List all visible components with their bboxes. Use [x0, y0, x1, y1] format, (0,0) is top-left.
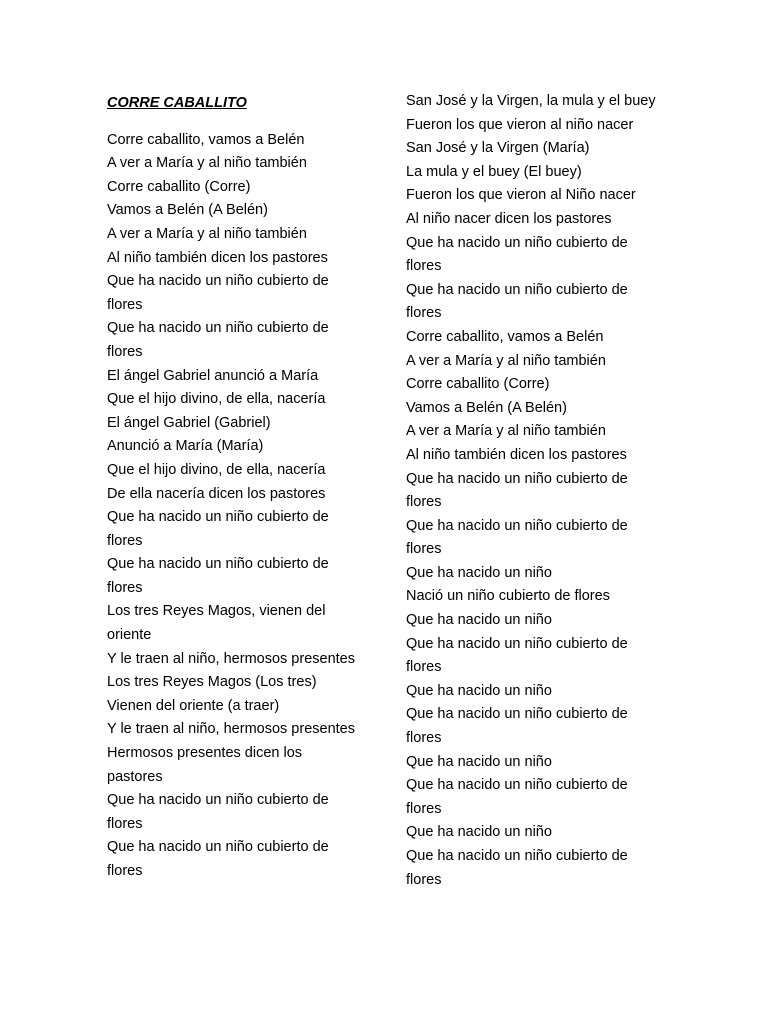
- lyric-line: La mula y el buey (El buey): [406, 163, 582, 180]
- lyric-line: flores: [107, 296, 143, 313]
- lyric-line: oriente: [107, 627, 152, 644]
- lyric-line: A ver a María y al niño también: [107, 155, 307, 172]
- lyric-line: Fueron los que vieron al niño nacer: [406, 116, 634, 133]
- lyric-line: Y le traen al niño, hermosos presentes: [107, 650, 355, 667]
- lyric-line: flores: [406, 541, 442, 558]
- lyric-line: Nació un niño cubierto de flores: [406, 588, 610, 605]
- lyric-line: Que ha nacido un niño: [406, 682, 552, 699]
- lyric-line: flores: [107, 579, 143, 596]
- lyric-line: Corre caballito, vamos a Belén: [107, 131, 305, 148]
- lyric-line: Fueron los que vieron al Niño nacer: [406, 187, 636, 204]
- lyric-line: Que ha nacido un niño cubierto de: [107, 556, 329, 573]
- lyric-line: Al niño también dicen los pastores: [107, 249, 328, 266]
- lyric-line: Vamos a Belén (A Belén): [107, 202, 268, 219]
- lyric-line: Que el hijo divino, de ella, nacería: [107, 461, 326, 478]
- lyric-line: Que ha nacido un niño cubierto de: [107, 320, 329, 337]
- lyric-line: Que ha nacido un niño: [406, 564, 552, 581]
- lyric-line: San José y la Virgen, la mula y el buey: [406, 93, 656, 109]
- lyric-line: Que ha nacido un niño: [406, 824, 552, 841]
- lyric-line: Corre caballito, vamos a Belén: [406, 328, 604, 345]
- lyric-line: Que ha nacido un niño cubierto de: [406, 234, 628, 251]
- left-column: [107, 90, 397, 884]
- lyric-line: flores: [107, 815, 143, 832]
- lyric-line: Que ha nacido un niño: [406, 612, 552, 629]
- right-column: [406, 90, 706, 892]
- lyric-line: Que ha nacido un niño cubierto de: [406, 517, 628, 534]
- lyric-line: El ángel Gabriel anunció a María: [107, 367, 319, 384]
- song-title: CORRE CABALLITO: [107, 95, 247, 111]
- lyric-line: Que ha nacido un niño cubierto de: [107, 839, 329, 856]
- lyric-line: Que ha nacido un niño cubierto de: [406, 281, 628, 298]
- lyric-line: flores: [406, 871, 442, 888]
- lyric-line: flores: [406, 800, 442, 817]
- lyric-line: Que el hijo divino, de ella, nacería: [107, 391, 326, 408]
- lyric-line: A ver a María y al niño también: [406, 352, 606, 369]
- left-lyrics: [107, 129, 397, 884]
- lyric-line: flores: [107, 532, 143, 549]
- lyric-line: A ver a María y al niño también: [107, 225, 307, 242]
- lyric-line: Hermosos presentes dicen los: [107, 745, 303, 762]
- lyric-line: Vienen del oriente (a traer): [107, 697, 280, 714]
- lyric-line: Al niño también dicen los pastores: [406, 446, 627, 463]
- right-lyrics: [406, 90, 706, 892]
- lyric-line: Que ha nacido un niño cubierto de: [406, 635, 628, 652]
- lyric-line: Anunció a María (María): [107, 438, 264, 455]
- lyric-line: flores: [406, 305, 442, 322]
- lyric-line: flores: [406, 258, 442, 275]
- lyric-line: Que ha nacido un niño cubierto de: [406, 777, 628, 794]
- lyric-line: Que ha nacido un niño cubierto de: [406, 848, 628, 864]
- lyric-line: flores: [406, 659, 442, 676]
- lyric-line: Los tres Reyes Magos (Los tres): [107, 674, 317, 691]
- lyric-line: Que ha nacido un niño cubierto de: [107, 792, 329, 809]
- lyric-line: Que ha nacido un niño cubierto de: [406, 706, 628, 723]
- lyric-line: Corre caballito (Corre): [406, 376, 550, 393]
- lyric-line: Que ha nacido un niño cubierto de: [406, 470, 628, 487]
- lyric-line: San José y la Virgen (María): [406, 140, 590, 157]
- lyric-line: Que ha nacido un niño: [406, 753, 552, 770]
- lyric-line: Vamos a Belén (A Belén): [406, 399, 567, 416]
- lyric-line: Que ha nacido un niño cubierto de: [107, 273, 329, 290]
- lyric-line: flores: [406, 494, 442, 511]
- lyric-line: flores: [107, 343, 143, 360]
- lyric-line: Corre caballito (Corre): [107, 178, 251, 195]
- lyric-line: A ver a María y al niño también: [406, 423, 606, 440]
- lyric-line: pastores: [107, 768, 163, 785]
- lyric-line: Los tres Reyes Magos, vienen del: [107, 603, 326, 620]
- lyric-line: De ella nacería dicen los pastores: [107, 485, 326, 502]
- lyric-line: flores: [107, 863, 143, 879]
- lyric-line: El ángel Gabriel (Gabriel): [107, 414, 271, 431]
- lyric-line: Que ha nacido un niño cubierto de: [107, 509, 329, 526]
- lyric-line: Y le traen al niño, hermosos presentes: [107, 721, 355, 738]
- lyric-line: Al niño nacer dicen los pastores: [406, 210, 612, 227]
- lyric-line: flores: [406, 730, 442, 747]
